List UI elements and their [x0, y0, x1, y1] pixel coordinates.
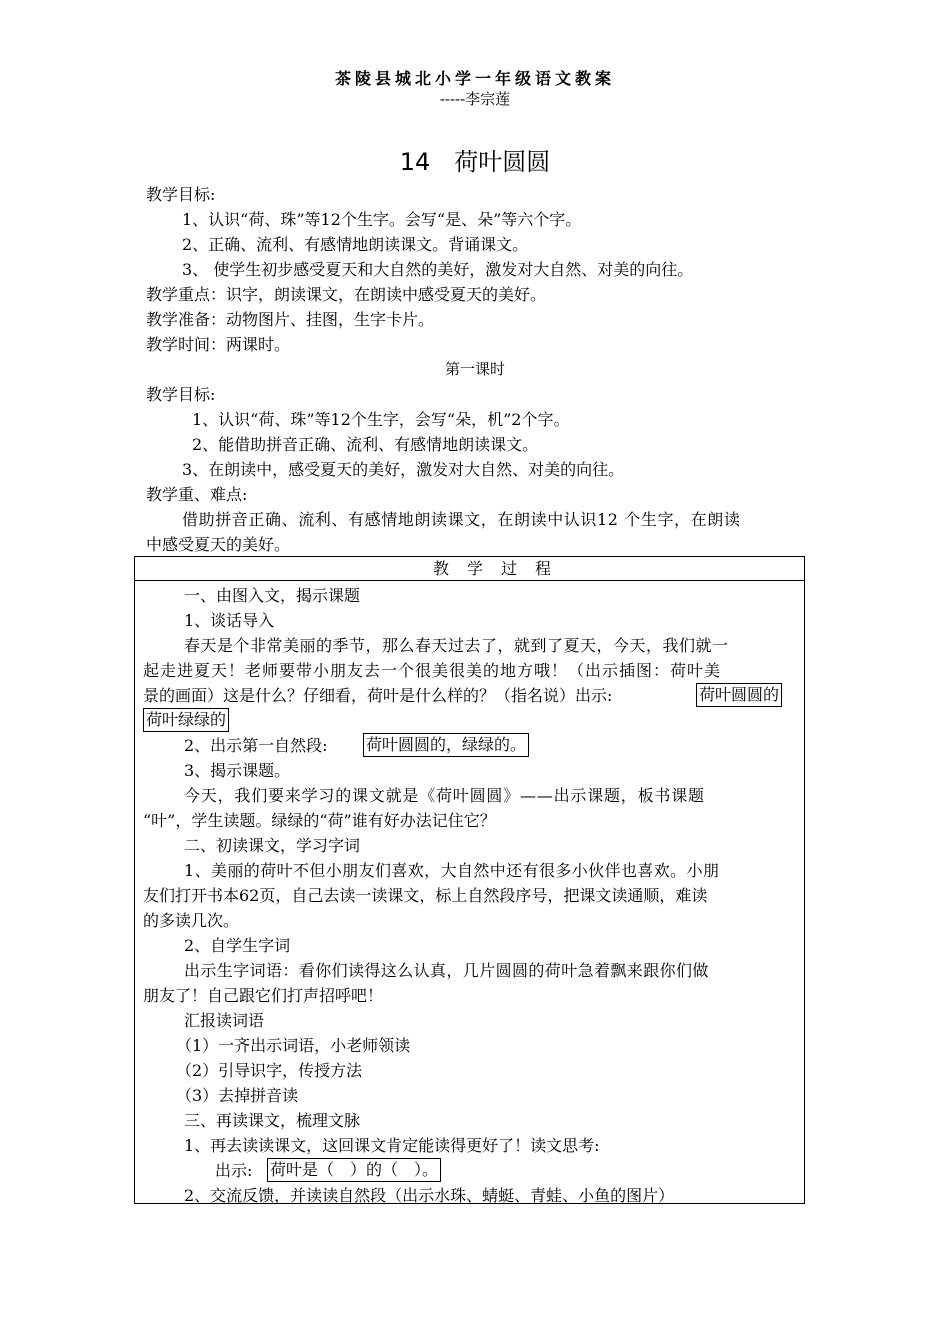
list-item: （3）去掉拼音读 [176, 1086, 299, 1105]
step-title: 1、谈话导入 [184, 611, 275, 630]
goal-item: 3、 使学生初步感受夏天和大自然的美好，激发对大自然、对美的向往。 [182, 260, 694, 279]
paragraph-line: 出示生字词语：看你们读得这么认真，几片圆圆的荷叶急着飘来跟你们做 [184, 961, 709, 980]
list-item: （1）一齐出示词语，小老师领读 [176, 1036, 411, 1055]
process-heading-row [135, 557, 804, 581]
key-points: 教学重点：识字，朗读课文，在朗读中感受夏天的美好。 [146, 285, 547, 304]
step-title: 汇报读词语 [184, 1011, 265, 1030]
paragraph-line: 景的画面）这是什么？仔细看，荷叶是什么样的？（指名说）出示: [143, 686, 613, 705]
section-title: 一、由图入文，揭示课题 [184, 586, 361, 605]
difficulty-label: 教学重、难点: [146, 485, 248, 504]
paragraph-line: 友们打开书本62页，自己去读一读课文，标上自然段序号，把课文读通顺，难读 [143, 886, 708, 905]
goal-item: 2、正确、流利、有感情地朗读课文。背诵课文。 [182, 235, 529, 254]
paragraph-line: 1、美丽的荷叶不但小朋友们喜欢，大自然中还有很多小伙伴也喜欢。小朋 [184, 861, 720, 880]
list-item: （2）引导识字，传授方法 [176, 1061, 363, 1080]
period-label: 第一课时 [444, 360, 505, 378]
period-goals-label: 教学目标: [146, 385, 216, 404]
process-heading: 教学过程 [433, 559, 570, 578]
step-title: 2、自学生字词 [184, 936, 291, 955]
boxed-text: 荷叶绿绿的 [143, 708, 229, 732]
difficulty-text: 中感受夏天的美好。 [146, 535, 291, 554]
paragraph-line: 春天是个非常美丽的季节，那么春天过去了，就到了夏天，今天，我们就一 [184, 636, 729, 655]
preparation: 教学准备：动物图片、挂图，生字卡片。 [146, 310, 435, 329]
teaching-process-table [134, 556, 805, 1204]
goals-label: 教学目标: [146, 185, 216, 204]
section-title: 三、再读课文，梳理文脉 [184, 1111, 361, 1130]
period-goal-item: 3、在朗读中，感受夏天的美好，激发对大自然、对美的向往。 [182, 460, 625, 479]
teaching-time: 教学时间：两课时。 [146, 335, 291, 354]
paragraph-line: 起走进夏天！老师要带小朋友去一个很美很美的地方哦！（出示插图：荷叶美 [143, 661, 722, 680]
goal-item: 1、认识“荷、珠”等12个生字。会写“是、朵”等六个字。 [182, 210, 582, 229]
period-goal-item: 1、认识“荷、珠”等12个生字，会写“朵，机”2个字。 [192, 410, 570, 429]
step-title: 3、揭示课题。 [184, 761, 291, 780]
paragraph-line: 朋友了！自己跟它们打声招呼吧！ [143, 986, 384, 1005]
boxed-text: 荷叶圆圆的 [696, 683, 782, 707]
lesson-title: 14 荷叶圆圆 [399, 148, 551, 176]
step-title: 2、出示第一自然段: [184, 736, 328, 755]
boxed-text: 荷叶圆圆的，绿绿的。 [363, 733, 529, 757]
period-goal-item: 2、能借助拼音正确、流利、有感情地朗读课文。 [192, 435, 539, 454]
school-title: 茶陵县城北小学一年级语文教案 [334, 69, 615, 88]
show-label: 出示: [215, 1161, 253, 1180]
paragraph-line: “叶”，学生读题。绿绿的“荷”谁有好办法记住它？ [143, 811, 496, 830]
step-title: 2、交流反馈，并读读自然段（出示水珠、蜻蜓、青蛙、小鱼的图片） [184, 1186, 675, 1205]
author-name: -----李宗莲 [439, 90, 511, 108]
difficulty-text: 借助拼音正确、流利、有感情地朗读课文，在朗读中认识12 个生字，在朗读 [182, 510, 741, 529]
step-title: 1、再去读读课文，这回课文肯定能读得更好了！读文思考: [184, 1136, 600, 1155]
boxed-text: 荷叶是（ ）的（ ）。 [267, 1158, 441, 1182]
paragraph-line: 的多读几次。 [143, 911, 240, 930]
paragraph-line: 今天，我们要来学习的课文就是《荷叶圆圆》——出示课题，板书课题 [184, 786, 705, 805]
section-title: 二、初读课文，学习字词 [184, 836, 361, 855]
